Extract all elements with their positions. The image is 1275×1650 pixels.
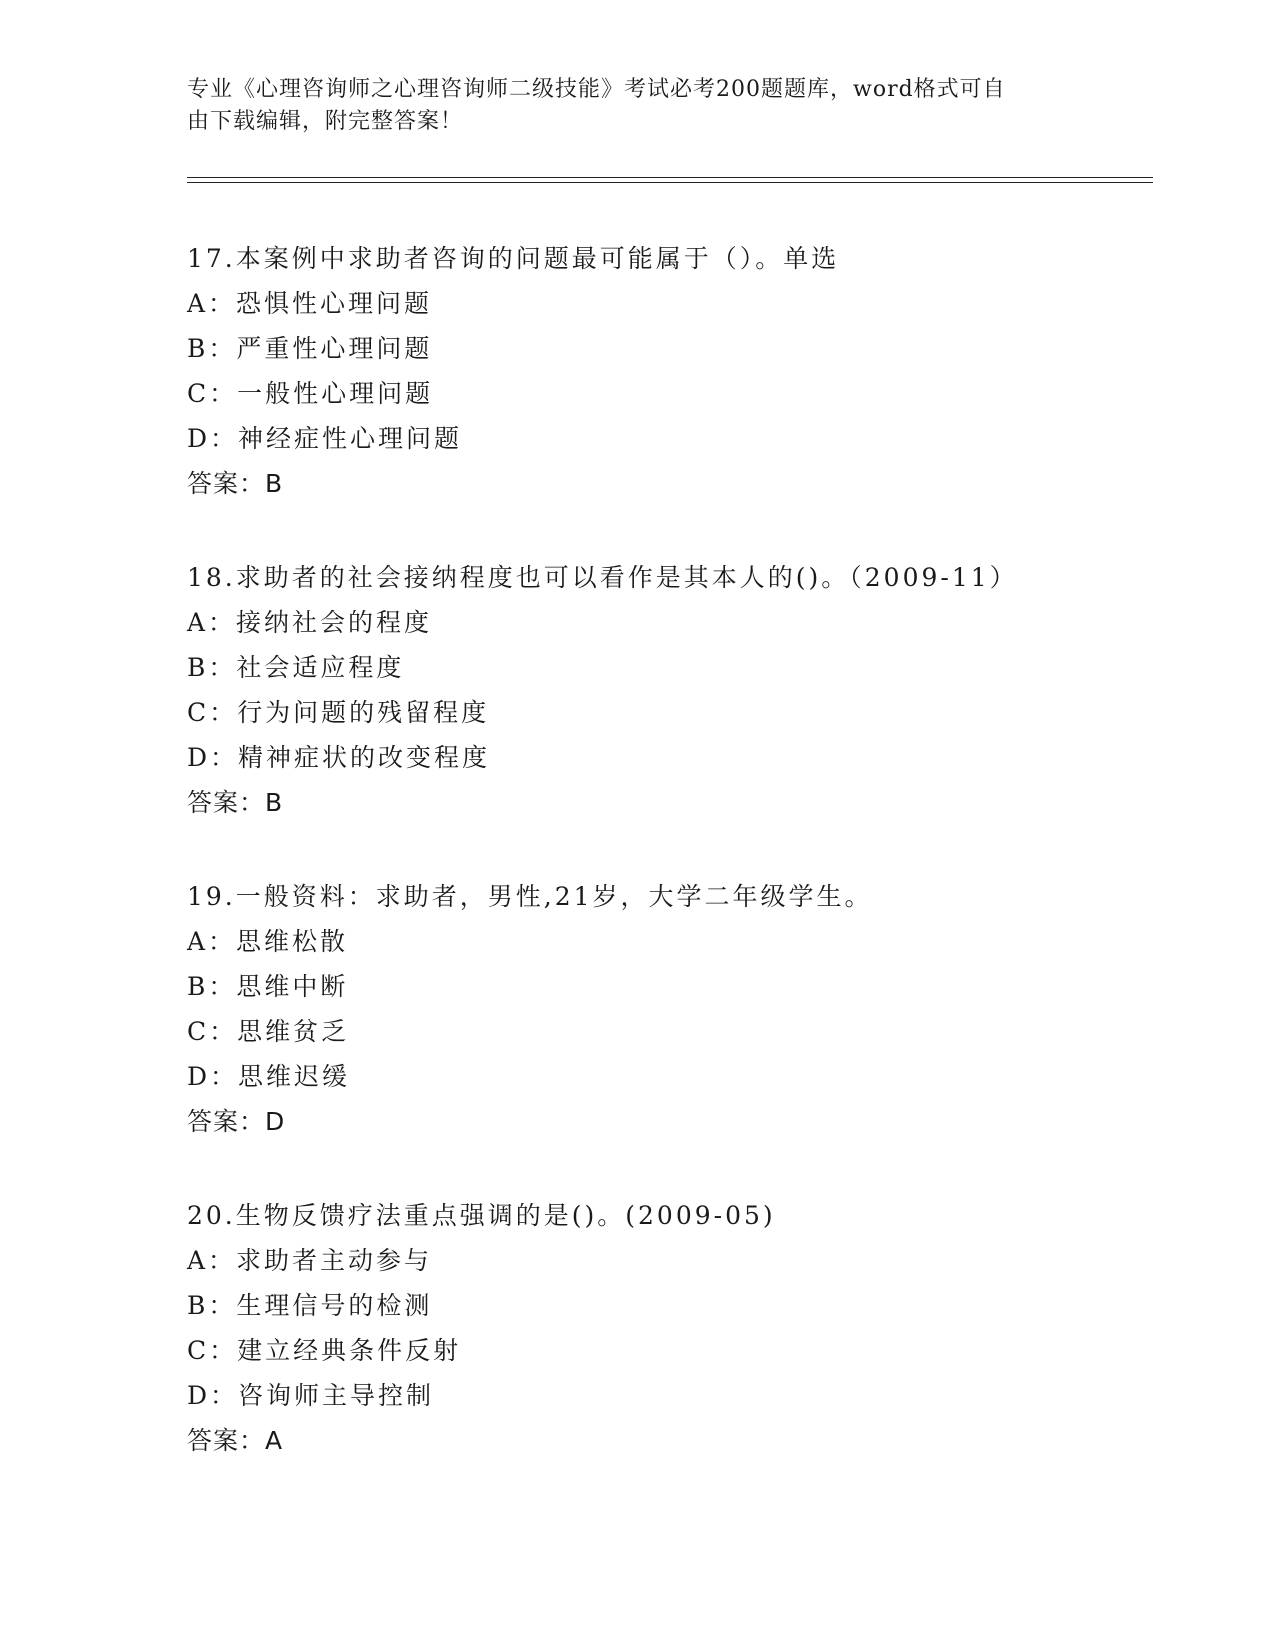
option-a: A：求助者主动参与 bbox=[187, 1246, 433, 1275]
option-b: B：思维中断 bbox=[187, 972, 349, 1001]
header-line-2: 由下载编辑，附完整答案！ bbox=[187, 109, 464, 134]
header-divider-bottom bbox=[187, 182, 1153, 183]
option-b: B：严重性心理问题 bbox=[187, 334, 433, 363]
answer: 答案：B bbox=[187, 469, 284, 498]
question-stem: 17.本案例中求助者咨询的问题最可能属于（）。单选 bbox=[187, 244, 840, 273]
question-stem: 20.生物反馈疗法重点强调的是()。(2009-05) bbox=[187, 1201, 776, 1230]
option-b: B：社会适应程度 bbox=[187, 653, 405, 682]
question-17 bbox=[187, 236, 1167, 555]
option-a: A：恐惧性心理问题 bbox=[187, 289, 433, 318]
option-d: D：咨询师主导控制 bbox=[187, 1381, 435, 1410]
option-d: D：精神症状的改变程度 bbox=[187, 743, 491, 772]
header-divider-top bbox=[187, 177, 1153, 178]
option-a: A：接纳社会的程度 bbox=[187, 608, 433, 637]
header-line-1: 专业《心理咨询师之心理咨询师二级技能》考试必考200题题库，word格式可自 bbox=[187, 77, 1006, 102]
question-list bbox=[187, 236, 1167, 1512]
document-header bbox=[187, 74, 1067, 138]
question-19 bbox=[187, 874, 1167, 1193]
question-stem: 19.一般资料：求助者，男性,21岁，大学二年级学生。 bbox=[187, 882, 873, 911]
answer: 答案：A bbox=[187, 1426, 284, 1455]
option-a: A：思维松散 bbox=[187, 927, 349, 956]
option-d: D：思维迟缓 bbox=[187, 1062, 351, 1091]
option-c: C：一般性心理问题 bbox=[187, 379, 434, 408]
question-20 bbox=[187, 1193, 1167, 1512]
answer: 答案：D bbox=[187, 1107, 286, 1136]
option-c: C：行为问题的残留程度 bbox=[187, 698, 490, 727]
answer: 答案：B bbox=[187, 788, 284, 817]
question-18 bbox=[187, 555, 1167, 874]
option-d: D：神经症性心理问题 bbox=[187, 424, 463, 453]
option-b: B：生理信号的检测 bbox=[187, 1291, 433, 1320]
question-stem: 18.求助者的社会接纳程度也可以看作是其本人的()。（2009-11） bbox=[187, 563, 1018, 592]
option-c: C：思维贫乏 bbox=[187, 1017, 350, 1046]
option-c: C：建立经典条件反射 bbox=[187, 1336, 462, 1365]
